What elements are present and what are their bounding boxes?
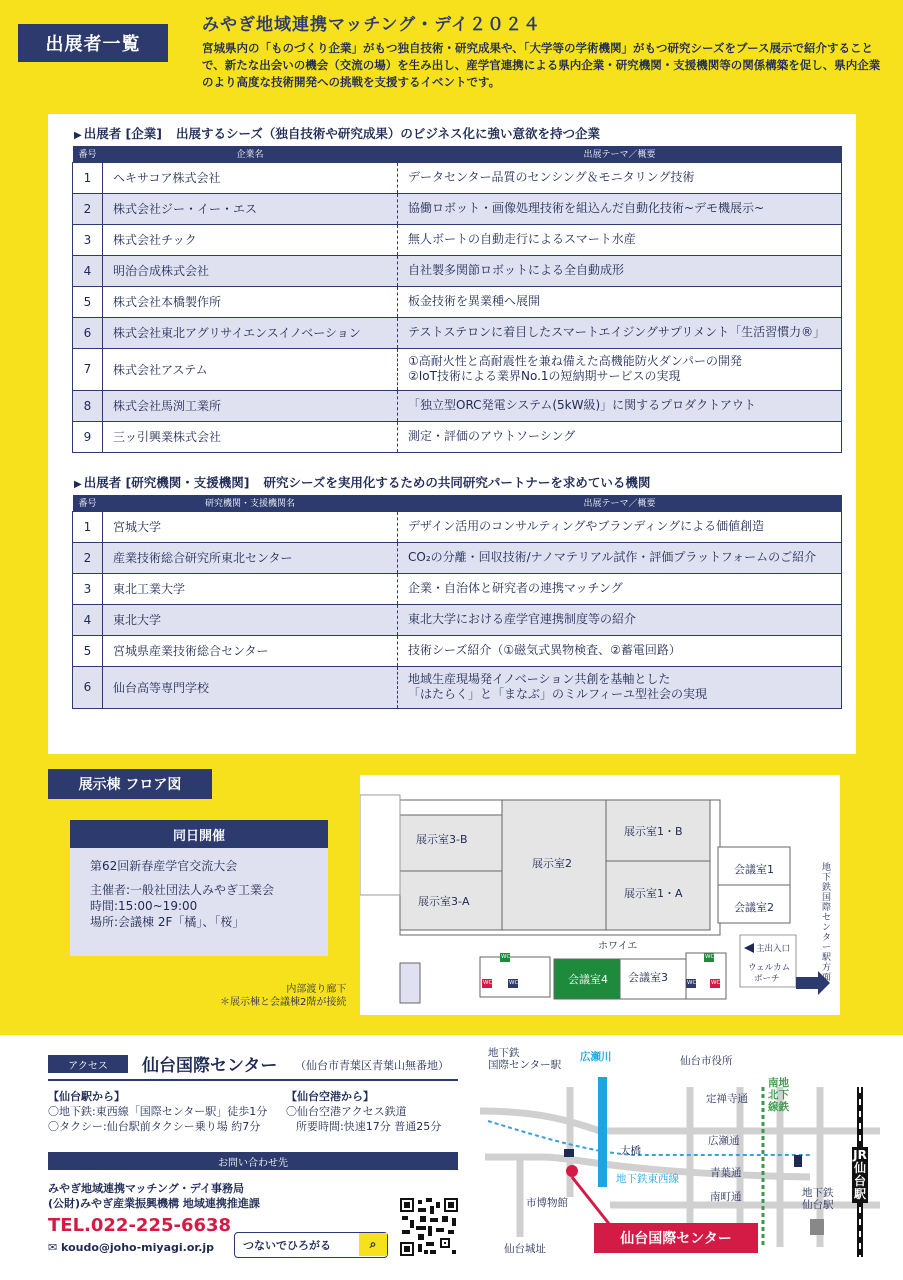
table-row [73, 604, 842, 635]
row-name: 東北工業大学 [103, 573, 398, 604]
row-theme: 自社製多関節ロボットによる全自動成形 [398, 255, 842, 286]
row-number: 9 [73, 421, 103, 452]
map-sendai-subway: 地下鉄 仙台駅 [802, 1187, 834, 1211]
concurrent-event-box [70, 820, 328, 956]
row-theme: 企業・自治体と研究者の連携マッチング [398, 573, 842, 604]
row-name: 株式会社馬渕工業所 [103, 390, 398, 421]
event-box-title: 第62回新春産学官交流大会 [90, 859, 238, 873]
row-name: 三ッ引興業株式会社 [103, 421, 398, 452]
mail-icon: ✉ [48, 1241, 62, 1254]
room-3b: 展示室3-B [416, 833, 468, 846]
from-station: 【仙台駅から】 〇地下鉄:東西線「国際センター駅」徒歩1分 〇タクシー:仙台駅前タクシー乗り場 約7分 [48, 1090, 268, 1133]
map-nanboku: 南地 北下 線鉄 [768, 1077, 789, 1113]
event-time: 時間:15:00~19:00 [90, 899, 198, 913]
welcome-porch-label: ウェルカム [748, 963, 791, 973]
row-name: 株式会社ジー・イー・エス [103, 193, 398, 224]
col-name: 研究機関・支援機関名 [103, 495, 398, 511]
table-row [73, 542, 842, 573]
table-row [73, 573, 842, 604]
map-ohashi: 大橋 [620, 1145, 641, 1157]
phone-number[interactable]: TEL.022-225-6638 [48, 1215, 232, 1236]
companies-heading: ▶ 出展者 [企業] 出展するシーズ（独自技術や研究成果）のビジネス化に強い意欲を持つ企業 [74, 126, 600, 141]
map-subway-station: 地下鉄 国際センター駅 [488, 1047, 562, 1071]
table-row [73, 390, 842, 421]
row-theme: 東北大学における産学官連携制度等の紹介 [398, 604, 842, 635]
access-tag: アクセス [48, 1055, 128, 1073]
row-name: 宮城県産業技術総合センター [103, 635, 398, 666]
map-jozenji: 定禅寺通 [706, 1093, 748, 1105]
meeting-room-2: 会議室2 [734, 901, 774, 914]
access-section [0, 1035, 903, 1280]
row-name: 産業技術総合研究所東北センター [103, 542, 398, 573]
welcome-porch-label-2: ポーチ [754, 974, 780, 984]
meeting-room-1: 会議室1 [734, 863, 774, 876]
institutions-table [72, 495, 842, 709]
row-name: 株式会社本橋製作所 [103, 286, 398, 317]
map-minamimachi: 南町通 [710, 1191, 742, 1203]
header [0, 0, 903, 112]
row-theme: 地域生産現場発イノベーション共創を基軸とした 「はたらく」と「まなぶ」のミルフィーユ型社会の実現 [398, 666, 842, 708]
venue-address: （仙台市青葉区青葉山無番地） [295, 1059, 449, 1072]
floor-map-tag: 展示棟 フロア図 [48, 769, 212, 799]
row-theme: デザイン活用のコンサルティングやブランディングによる価値創造 [398, 511, 842, 542]
event-box-heading: 同日開催 [70, 820, 328, 848]
row-number: 3 [73, 224, 103, 255]
institutions-heading: ▶ 出展者 [研究機関・支援機関] 研究シーズを実用化するための共同研究パートナーを求めている機関 [74, 475, 651, 490]
meeting-room-4: 会議室4 [568, 973, 608, 986]
map-river: 広瀬川 [580, 1051, 612, 1063]
row-name: 明治合成株式会社 [103, 255, 398, 286]
meeting-room-3: 会議室3 [628, 971, 668, 984]
table-row [73, 666, 842, 708]
row-number: 1 [73, 511, 103, 542]
col-num: 番号 [73, 146, 103, 162]
col-name: 企業名 [103, 146, 398, 162]
wc-icon: WC [483, 980, 493, 986]
floor-plan [360, 775, 840, 1015]
section-badge: 出展者一覧 [18, 24, 168, 62]
row-number: 4 [73, 255, 103, 286]
row-name: 東北大学 [103, 604, 398, 635]
wc-icon: WC [509, 980, 519, 986]
event-place: 場所:会議棟 2F「橘」、「桜」 [90, 915, 245, 929]
row-theme: 測定・評価のアウトソーシング [398, 421, 842, 452]
row-name: 仙台高等専門学校 [103, 666, 398, 708]
row-theme: テストステロンに着目したスマートエイジングサプリメント「生活習慣力®」 [398, 317, 842, 348]
qr-code[interactable] [400, 1198, 458, 1256]
wc-icon: WC [711, 980, 721, 986]
access-map [480, 1047, 880, 1267]
row-number: 5 [73, 286, 103, 317]
table-row [73, 348, 842, 390]
row-theme: 技術シーズ紹介（①磁気式異物検査、②蓄電回路） [398, 635, 842, 666]
inquiry-tag: お問い合わせ先 [48, 1152, 458, 1170]
row-number: 3 [73, 573, 103, 604]
table-row [73, 193, 842, 224]
table-row [73, 224, 842, 255]
companies-table [72, 146, 842, 453]
row-number: 8 [73, 390, 103, 421]
table-row [73, 286, 842, 317]
row-number: 5 [73, 635, 103, 666]
map-castle: 仙台城址 [504, 1243, 546, 1255]
wc-icon: WC [687, 980, 697, 986]
map-jr-station: JR仙台駅 [853, 1148, 867, 1201]
row-name: 株式会社チック [103, 224, 398, 255]
map-hirose: 広瀬通 [708, 1135, 740, 1147]
room-2: 展示室2 [532, 857, 572, 870]
row-theme: データセンター品質のセンシング＆モニタリング技術 [398, 162, 842, 193]
row-number: 6 [73, 317, 103, 348]
office-info: みやぎ地域連携マッチング・デイ事務局 (公財)みやぎ産業振興機構 地域連携推進課 [48, 1182, 260, 1210]
col-theme: 出展テーマ／概要 [398, 495, 842, 511]
main-entrance-label: 主出入口 [756, 944, 791, 954]
row-theme: 無人ボートの自動走行によるスマート水産 [398, 224, 842, 255]
event-description: 宮城県内の「ものづくり企業」がもつ独自技術・研究成果や、「大学等の学術機関」がもつ研究シーズをブース展示で紹介することで、新たな出会いの機会（交流の場）を生み出し、産学官連携による県内企業・研究機関・支援機関等の関係構築を促し、県内企業のより高度な技術開発への挑戦を支援するイベントです。 [202, 41, 881, 89]
venue-name: 仙台国際センター [142, 1056, 278, 1076]
col-num: 番号 [73, 495, 103, 511]
passage-note: 内部渡り廊下 ＊展示棟と会議棟2階が接続 [220, 984, 347, 1008]
table-row [73, 421, 842, 452]
row-name: ヘキサコア株式会社 [103, 162, 398, 193]
row-theme: 「独立型ORC発電システム(5kW級)」に関するプロダクトアウト [398, 390, 842, 421]
map-tozai: 地下鉄東西線 [616, 1173, 679, 1185]
row-number: 6 [73, 666, 103, 708]
table-row [73, 317, 842, 348]
event-organizer: 主催者:一般社団法人みやぎ工業会 [90, 883, 275, 897]
row-theme: ①高耐火性と高耐震性を兼ね備えた高機能防火ダンパーの開発 ②IoT技術による業界No.1の短納期サービスの実現 [398, 348, 842, 390]
map-museum: 市博物館 [526, 1197, 568, 1209]
room-1a: 展示室1・A [624, 887, 683, 900]
table-row [73, 635, 842, 666]
map-venue-tag: 仙台国際センター [594, 1223, 758, 1253]
row-name: 株式会社アステム [103, 348, 398, 390]
row-theme: CO₂の分離・回収技術/ナノマテリアル試作・評価プラットフォームのご紹介 [398, 542, 842, 573]
row-name: 株式会社東北アグリサイエンスイノベーション [103, 317, 398, 348]
col-theme: 出展テーマ／概要 [398, 146, 842, 162]
row-theme: 板金技術を異業種へ展開 [398, 286, 842, 317]
wc-icon: WC [705, 954, 715, 960]
room-3a: 展示室3-A [418, 895, 470, 908]
from-airport: 【仙台空港から】 〇仙台空港アクセス鉄道 所要時間:快速17分 普通25分 [286, 1090, 442, 1133]
room-1b: 展示室1・B [624, 825, 683, 838]
table-row [73, 511, 842, 542]
row-number: 7 [73, 348, 103, 390]
exhibitor-card [48, 114, 856, 754]
search-icon[interactable]: ⌕ [359, 1233, 387, 1256]
row-number: 2 [73, 193, 103, 224]
row-number: 4 [73, 604, 103, 635]
event-title: みやぎ地域連携マッチング・デイ２０２４ [202, 15, 541, 35]
triangle-icon: ▶ [74, 479, 82, 490]
row-name: 宮城大学 [103, 511, 398, 542]
table-row [73, 162, 842, 193]
row-number: 1 [73, 162, 103, 193]
divider [48, 1079, 458, 1081]
map-aoba: 青葉通 [710, 1167, 742, 1179]
row-theme: 協働ロボット・画像処理技術を組込んだ自動化技術~デモ機展示~ [398, 193, 842, 224]
row-number: 2 [73, 542, 103, 573]
table-row [73, 255, 842, 286]
search-box[interactable]: つないでひろがる ⌕ [234, 1232, 388, 1258]
triangle-icon: ▶ [74, 130, 82, 141]
wc-icon: WC [501, 954, 511, 960]
subway-direction-label: 地下鉄国際センター駅方面 [822, 863, 832, 983]
foyer-label: ホワイエ [598, 941, 638, 952]
email-address[interactable]: ✉ koudo@joho-miyagi.or.jp [48, 1241, 215, 1254]
map-city-hall: 仙台市役所 [680, 1055, 733, 1067]
